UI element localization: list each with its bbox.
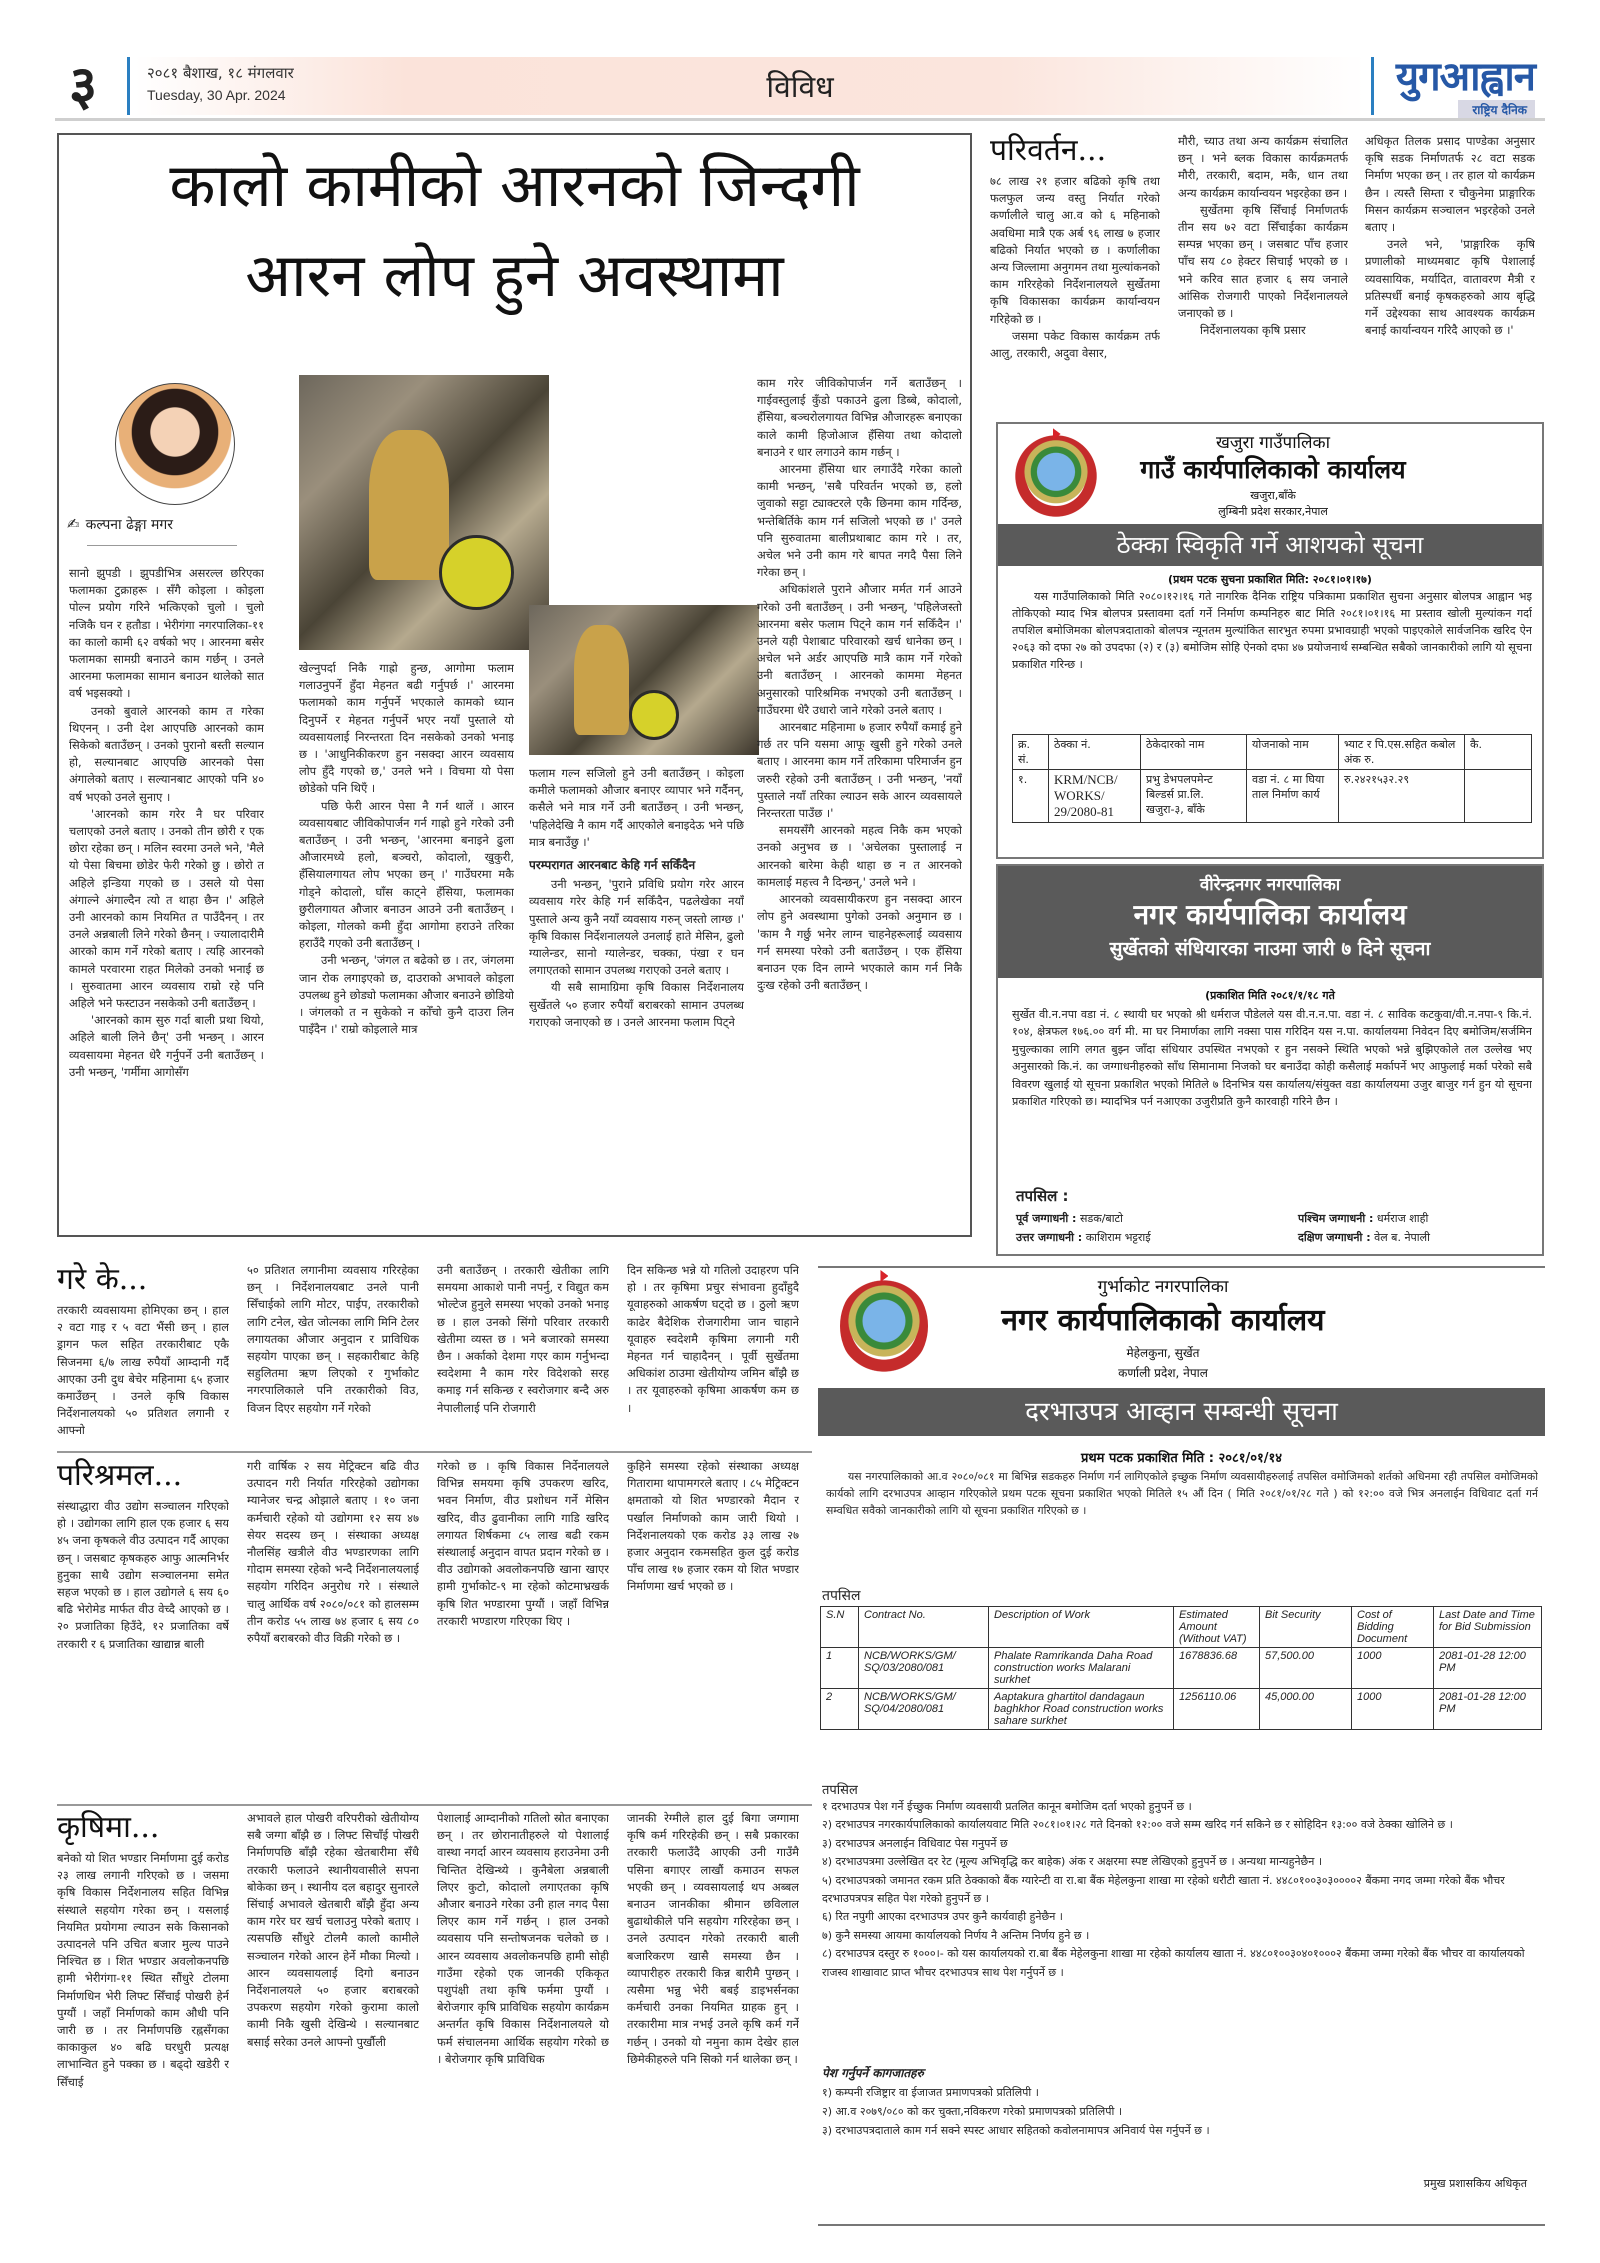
author-block [59,365,269,565]
condition-item: १ दरभाउपत्र पेश गर्ने ईच्छुक निर्माण व्यवसायी प्रतलित कानून बमोजिम दर्ता भएको हुनुपर्ने छ । [822,1800,1192,1813]
paragraph: उनी भन्छन्, 'पुराने प्रविधि प्रयोग गरेर आरन व्यवसाय गरेर केहि गर्न सकिँदैन, पढलेखेका नयाँ पुस्ताले अन्य कुनै नयाँ व्यवसाय गरुन् जस्तो लाग्छ ।' कृषि विकास निर्देशनालयले उनलाई हाते मेसिन, ढुलो ग्यालेन्डर, सानो ग्यालेन्डर, चक्का, पंखा र घन लगाएतको सामान उपलब्ध गराएको उनले बताए । [529,877,744,978]
notice-khajura [996,422,1544,859]
paragraph: आरनबाट महिनामा ७ हजार रुपैयाँ कमाई हुने गर्छ तर पनि यसमा आफू खुसी हुने गरेको उनले बताए । आरनमा काम गर्ने तरिकामा परिमार्जन हुन जरुरी रहेको उनी बताउँछन् । उनी भन्छन्, 'नयाँ पुस्ताले नयाँ तरिका ल्याउन सके आरन व्यवसायले निरन्तरता पाउँछ ।' [757,720,962,821]
continuation-column-3 [1365,133,1535,413]
paragraph: सुर्खेत वी.न.नपा वडा नं. ८ स्थायी घर भएको श्री धर्मराज पौडेलले यस वी.न.न.पा. वडा नं. ८ साविक कटकुवा/वी.न.नपा-९ कि.नं. १०४, क्षेत्रफल १७६.०० वर्ग मी. मा घर निमार्णका लागि नक्सा पास गरिदिन यस न.पा. कार्यालयमा निवेदन दिए बमोजिम/सर्जमिन मुचुल्काका लागि लगत बुझ्न जाँदा संधियार उपस्थित नभएको र हुन नसक्ने स्थिति भएको भन्ने बुझिएकोले तल उल्लेख भए अनुसारको कि.नं. का जग्गाधनीहरुको साँध सिमानामा निजको घर बनाउँदा कोही कसैलाई मर्कापर्ने भए आफुलाई मर्का परेको सबै विवरण खुलाई यो सूचना प्रकाशित भएको मितिले ७ दिनभित्र यस कार्यालय/संयुक्त वडा कार्यालयमा उजुर बाजुर गर्न हुन यो सूचना प्रकाशित गरिएको छ। म्यादभित्र पर्न नआएका उजुरीप्रति कुनै कारवाही गरिने छैन । [1012,1008,1532,1109]
masthead-divider [1371,57,1374,115]
condition-item: ७) कुनै समस्या आयमा कार्यालयको निर्णय नै अन्तिम निर्णय हुने छ । [822,1928,1090,1942]
continuation-title: कृषिमा... [57,1810,160,1845]
notice-title: सुर्खेतको संधियारका नाउमा जारी ७ दिने सूचना [1109,938,1431,960]
table-cell: 2 [821,1689,859,1730]
boundary-value: धर्मराज शाही [1376,1212,1429,1225]
notice-body [826,1468,1538,1538]
table-cell: रु.२४२१५३२.२९ [1339,770,1465,823]
paragraph: ७८ लाख २१ हजार बढिको कृषि तथा फलफुल जन्य वस्तु निर्यात गरेको कर्णालीले चालु आ.व को ६ महिनाको अवधिमा मात्रै एक अर्ब ९६ लाख ७ हजार बढिको निर्यात भएको छ । कर्णालीका अन्य जिल्लामा अनुगमन तथा मुल्यांकनको काम गरिरहेको निर्देशनालयले सुर्खेतमा कृषि विकासका कार्यक्रम कार्यान्वयन गरिहेको छ । [990,174,1160,326]
continuation-column-1 [57,1850,229,2230]
continuation-krishima [57,1810,812,2230]
notice-published-date: (प्रकाशित मिति २०८१/१/१८ गते [1205,989,1335,1002]
notice-municipality: वीरेन्द्रनगर नगरपालिका [1199,875,1341,895]
brand-tagline: राष्ट्रिय दैनिक [1458,100,1535,119]
continuation-column-1 [57,1498,229,1798]
document-item: १) कम्पनी रजिष्ट्रार वा ईजाजत प्रमाणपत्रको प्रतिलिपी । [822,2086,1039,2099]
paragraph: जानकी रेग्मीले हाल दुई बिगा जग्गामा कृषि कर्म गरिरहेकी छन् । सबै प्रकारका तरकारी फलाउँदै आएकी उनी गाउँमै पसिना बगाएर लाखौं कमाउन सफल भएकी छन् । व्यवसायलाई थप अब्बल बनाउन जानकीका श्रीमान छविलाल बुढाथोकीले पनि सहयोग गरिरहेका छन् । उनले उत्पादन गरेको तरकारी बाली बजारिकरण खासै समस्या छैन । व्यापारीहरु तरकारी किन्न बारीमै पुग्छन् । त्यसैमा भन्नु भेरी बबई डाइभर्सनका कर्मचारी उनका नियमित ग्राहक हुन् । तरकारीमा मात्र नभई उनले कृषि कर्म गर्ने गर्छन् । उनको यो नमुना काम देखेर हाल छिमेकीहरुले पनि सिको गर्न थालेका छन् । [627,1811,799,2066]
paragraph: निर्देशनालयका कृषि प्रसार [1200,323,1306,338]
notice-header-band [998,866,1542,978]
paragraph: गरेको छ । कृषि विकास निर्देनालयले विभिन्न समयमा कृषि उपकरण खरिद, भवन निर्माण, वीउ प्रशोधन गर्ने मेसिन खरिद, वीउ ढुवानीका लागि गाडि खरिद लगायत शिर्षकमा ८५ लाख बढी रकम संस्थालाई अनुदान वापत प्रदान गरेको छ । वीउ उद्योगको अवलोकनपछि खाना खाएर हामी गुर्भाकोट-९ मा रहेको कोटमाभ्रखर्क कृषि शित भण्डारमा पुग्यौं । जहाँ विभिन्न तरकारी भण्डारण गरिएका थिए । [437,1459,609,1628]
paragraph: खेल्नुपर्दा निकै गाह्रो हुन्छ, आगोमा फलाम गलाउनुपर्ने हुँदा मेहनत बढी गर्नुपर्छ ।' आरनमा फलामको काम गर्नुपर्ने भएकाले कामको ध्यान दिनुपर्ने र मेहनत गर्नुपर्ने भएर नयाँ पुस्ताले यो व्यवसायलाई निरन्तरता दिन नसकेको उनको भनाइ छ । 'आधुनिकीकरण हुन नसक्दा आरन व्यवसाय लोप हुँदै गएको छ,' उनले भने । विचमा यो पेसा छोडेको पनि थिएँ । [299,661,514,796]
notice-municipality: गुर्भाकोट नगरपालिका [1097,1277,1229,1297]
continuation-title: परिवर्तन... [990,133,1107,168]
table-header: कै. [1465,735,1532,770]
condition-item: ३) दरभाउपत्र अनलाईन विधिवाट पेस गनुपर्ने छ [822,1836,1008,1850]
table-cell: Aaptakura ghartitol dandagaun baghkhor Road construction works sahare surkhet [989,1689,1174,1730]
boundary-south [1298,1230,1538,1245]
table-cell: 45,000.00 [1260,1689,1352,1730]
notice-title: दरभाउपत्र आव्हान सम्बन्धी सूचना [818,1388,1545,1436]
table-header: Description of Work [989,1607,1174,1648]
headline-line-1: कालो कामीको आरनको जिन्दगी [169,151,860,221]
paragraph: फलाम गल्न सजिलो हुने उनी बताउँछन् । कोइला कमीले फलामको औजार बनाएर व्यापार भने गर्दैनन्, कसैले भने मात्र गर्ने उनी बताउँछन् । उनी भन्छन्, 'पहिलेदेखि नै काम गर्दै आएकोले बनाइदेऊ भने पछि मात्र बनाउँछु ।' [529,766,744,849]
contract-table [1012,734,1532,823]
table-header: योजनाको नाम [1247,735,1339,770]
notice-published-date: प्रथम पटक प्रकाशित मिति : २०८१/०१/१४ [1080,1451,1283,1466]
schedule-label: तपसिल [822,1588,861,1604]
table-header: भ्याट र पि.एस.सहित कबोल अंक रु. [1339,735,1465,770]
continuation-column-1 [57,1302,229,1447]
paragraph: पछि फेरी आरन पेसा नै गर्न थालें । आरन व्यवसायबाट जीविकोपार्जन गर्न गाह्रो हुने गरेको उनी बताउँछन् । उनी भन्छन्, 'आरनमा बनाइने ढुला औजारमध्ये हलो, बञ्चरो, कोदालो, खुकुरी, हँसियालगायत लोप भएका छन् ।' गाउँघरमा मकै गोड्ने कोदालो, घाँस काट्ने हँसिया, फलामका छुरीलगायत औजार बनाउन आउने उनी बताउँछन् । कोइला, गोलको कमी हुँदा आगोमा हराउने तरिका हराउँदै गएको उनी बताउँछन् । [299,798,514,951]
condition-item: ८) दरभाउपत्र दस्तुर रु १०००।- को यस कार्यालयको रा.बा बैंक मेहेलकुना शाखा मा रहेको कार्यालय खाता नं. ४४८०१००३०४०१०००२ बैंकमा जम्मा गरेको बैंक भौचर वा कार्यालयको राजस्व शाखावाट प्राप्त भौचर दरभाउपत्र साथ पेश गर्नुपर्ने छ । [822,1947,1525,1979]
conditions-label: तपसिल [822,1783,858,1798]
table-cell: NCB/WORKS/GM/ SQ/04/2080/081 [859,1689,989,1730]
table-cell: 2081-01-28 12:00 PM [1434,1689,1542,1730]
notice-province: कर्णाली प्रदेश, नेपाल [1118,1366,1208,1380]
article-column-4 [757,375,962,1230]
continuation-column-4 [627,1810,799,2230]
boundary-label: उत्तर जग्गाधनी : [1016,1231,1083,1244]
continuation-column-3 [437,1458,609,1798]
author-name: कल्पना ढेङ्गा मगर [85,517,173,533]
continuation-parishramal [57,1458,812,1798]
condition-item: २) दरभाउपत्र नगरकार्यपालिकाको कार्यालयवाट मिति २०८१।०१।२८ गते दिनको १२:०० वजे सम्म खरिद गर्न सकिने छ र सोहिदिन १३:०० वजे ठेक्का खोलिने छ । [822,1818,1453,1832]
document-item: ३) दरभाउपत्रदाताले काम गर्न सक्ने स्पस्ट आधार सहितको कवोलनामापत्र अनिवार्य पेस गर्नुपर्ने छ । [822,2124,1210,2137]
photo-subject [369,430,449,580]
table-header: Cost of Bidding Document [1352,1607,1434,1648]
date-english: Tuesday, 30 Apr. 2024 [147,87,286,103]
boundary-value: सडक/बाटो [1079,1212,1123,1225]
article-subheading: परम्परागत आरनबाट केहि गर्न सकिँदैन [529,858,696,873]
paragraph: गरी वार्षिक २ सय मेट्रिक्टन बढि वीउ उत्पादन गरी निर्यात गरिरहेको उद्योगका म्यानेजर चन्द्र ओझाले बताए । १० जना कर्मचारी रहेको यो उद्योगमा १२ सय ४७ सेयर सदस्य छन् । संस्थाका अध्यक्ष नौलसिंह खत्रीले वीउ भण्डारणका लागि गोदाम समस्या रहेको भन्दै निर्देशनालयलाई सहयोग गरिदिन अनुरोध गरे । संस्थाले चालु आर्थिक वर्ष २०८०/०८१ को हालसम्म तीन करोड ५५ लाख ७४ हजार ६ सय ८० रुपैयाँ बराबरको वीउ विक्री गरेको छ । [247,1459,419,1646]
table-header: Contract No. [859,1607,989,1648]
boundary-label: पश्चिम जग्गाधनी : [1298,1212,1374,1225]
notice-title: ठेक्का स्विकृति गर्ने आशयको सूचना [998,524,1542,566]
notice-municipality: खजुरा गाउँपालिका [1215,433,1331,453]
bid-table [820,1606,1542,1730]
paragraph: आरनमा हँसिया धार लगाउँदै गरेका कालो कामी भन्छन्, 'सबै परिवर्तन भएको छ, हलो जुवाको सट्टा ट्याक्टरले एकै छिनमा काम गर्दिन्छ, भन्तेबिर्तिके काम गर्न सजिलो भएको छ ।' उनले पनि सुरुवातमा बालीप्रथाबाट काम गरे । तर, अचेल भने उनी काम गरे बापत नगदै पैसा लिने गरेका छन् । [757,462,962,580]
notice-published-date: (प्रथम पटक सुचना प्रकाशित मिति: २०८१।०१।१७) [1168,573,1372,586]
notice-body [1012,588,1532,713]
table-cell [1465,770,1532,823]
paragraph: कुहिने समस्या रहेको संस्थाका अध्यक्ष गितारामा थापामगरले बताए । ८५ मेट्रिक्टन क्षमताको यो शित भण्डारको मैदान र पर्खाल निर्माणको काम जारी थियो । निर्देशनालयको एक करोड ३३ लाख २७ हजार अनुदान रकमसहित कुल दुई करोड पाँच लाख १७ हजार रकम यो शित भण्डार निर्माणमा खर्च भएको छ । [627,1459,799,1594]
photo-wheel [439,535,514,610]
paragraph: अधिकांशले पुराने औजार मर्मत गर्न आउने गरेको उनी बताउँछन् । उनी भन्छन्, 'पहिलेजस्तो आरनमा बसेर फलाम पिट्ने काम गर्न सकिँदैन ।' उनले यही पेशाबाट परिवारको खर्च धानेका छन् । अचेल भने अर्डर आएपछि मात्रै काम गर्ने गरेको उनी बताउँछन् । आरनको काममा मेहनत अनुसारको पारिश्रमिक नभएको उनी बताउँछन् । गाउँघरमा धेरै उधारो जाने गरेको उनले बताए । [757,582,962,717]
boundary-north [1016,1230,1266,1245]
brand-name: युगआह्वान [1395,54,1535,100]
table-row [1013,770,1532,823]
notice-office: नगर कार्यपालिकाको कार्यालय [1001,1303,1325,1338]
paragraph: जसमा पकेट विकास कार्यक्रम तर्फ आलु, तरकारी, अदुवा वेसार, [990,328,1160,361]
paragraph: उनले भने, 'प्राङ्गारिक कृषि प्रणालीको माध्यमबाट कृषि पेशालाई व्यवसायिक, मर्यादित, वातावरण मैत्री र प्रतिस्पर्धी बनाई कृषकहरुको आय बृद्धि गर्ने उद्देश्यका साथ आवश्यक कार्यक्रम बनाई कार्यान्वयन गरिदै आएको छ ।' [1365,237,1535,338]
boundary-west [1298,1211,1538,1226]
continuation-gare-ke [57,1262,812,1447]
table-header: Bit Security [1260,1607,1352,1648]
paragraph: समयसँगै आरनको महत्व निकै कम भएको उनको अनुभव छ । 'अचेलका पुस्तालाई न आरनको बारेमा केही थाहा छ न त आरनको कामलाई महत्त्व नै दिन्छन्,' उनले भने । [757,823,962,889]
table-cell: 1000 [1352,1689,1434,1730]
table-header: S.N [821,1607,859,1648]
paragraph: अधिकृत तिलक प्रसाद पाण्डेका अनुसार कृषि सडक निर्माणतर्फ २८ वटा सडक निर्माण भएका छन् । तर हाल यो कार्यक्रम छैन । त्यस्तै सिम्ता र चौकुनेमा प्राङ्गारिक मिसन कार्यक्रम सञ्चालन भइरहेको उनले बताए । [1365,134,1535,235]
table-cell: 2081-01-28 12:00 PM [1434,1648,1542,1689]
table-header: Last Date and Time for Bid Submission [1434,1607,1542,1648]
byline-rule [87,545,237,546]
table-cell: 1678836.68 [1174,1648,1260,1689]
section-divider [57,1804,812,1806]
paragraph: सुर्खेतमा कृषि सिँचाई निर्माणतर्फ तीन सय ७२ वटा सिँचाईका कार्यक्रम सम्पन्न भएका छन् । जसबाट पाँच हजार पाँच सय ८० हेक्टर सिचाई भएको छ । भने करिव सात हजार ६ सय जनाले आंसिक रोजगारी पाएको निर्देशनालयले जनाएको छ । [1178,202,1348,321]
continuation-column-4 [627,1262,799,1447]
table-header-row [1013,735,1532,770]
notice-province: लुम्बिनी प्रदेश सरकार,नेपाल [1218,505,1328,518]
boundary-value: काशिराम भट्टराई [1085,1231,1151,1244]
masthead-rule [55,118,1545,121]
continuation-column-1 [990,173,1160,413]
documents-list [822,2083,1538,2145]
page-number: ३ [69,53,98,117]
table-header: Estimated Amount (Without VAT) [1174,1607,1260,1648]
lead-article [57,133,972,1237]
article-headline [59,141,970,321]
table-cell: Phalate Ramrikanda Daha Road construction works Malarani surkhet [989,1648,1174,1689]
paragraph: सानो झुपडी । झुपडीभित्र असरल्ल छरिएका फलामका टुक्राहरू । सँगै कोइला । कोइला पोल्न प्रयोग गरिने भत्किएको चुलो । चुलो नजिकै घन र हतौडा । भेरीगंगा नगरपालिका-११ का कालो कामी ६२ वर्षको भए । आरनमा बसेर फलामका सामग्री बनाउने काम गर्छन् । उनले आरनमा फलामका सामान बनाउन थालेको सात वर्ष भइसक्यो । [69,566,264,701]
pen-icon: ✍ [67,515,80,533]
table-cell: प्रभु डेभपलपमेन्ट बिल्डर्स प्रा.लि. खजुरा-३, बाँके [1141,770,1247,823]
nepal-emblem-icon [1014,434,1098,518]
documents-label: पेश गर्नुपर्ने कागजातहरु [822,2066,924,2080]
continuation-column-2 [247,1458,419,1798]
paragraph: उनी भन्छन्, 'जंगल त बढेको छ । तर, जंगलमा जान रोक लगाइएको छ, दाउराको अभावले कोइला उपलब्ध हुने छोड्यो फलामका औजार बनाउने छोडियो । जंगलको त न सुकेको न कोँचो कुनै दाउरा लिन पाइँदैन ।' राम्रो कोइलाले मात्र [299,953,514,1037]
paragraph: यी सबै सामाग्रिमा कृषि विकास निर्देशनालय सुर्खेतले ५० हजार रुपैयाँ बराबरको सामान उपलब्ध गराएको जनाएको छ । उनले आरनमा फलाम पिट्ने [529,980,744,1029]
table-cell: 1 [821,1648,859,1689]
photo-wheel [629,690,679,740]
paragraph: आरनको व्यवसायीकरण हुन नसक्दा आरन लोप हुने अवस्थामा पुगेको उनको अनुमान छ । 'काम नै गर्छु भनेर लाग्न चाहनेहरूलाई व्यवसाय गर्न समस्या परेको उनी बताउँछन् । एक हँसिया बनाउन एक दिन लाग्ने भएकाले काम गर्न निकै दुःख रहेको उनी बताउँछन् । [757,892,962,993]
article-column-3 [529,765,744,1230]
boundary-label: पूर्व जग्गाधनी : [1016,1212,1077,1225]
notice-body [1012,1006,1532,1186]
table-header-row [821,1607,1542,1648]
paragraph: तरकारी व्यवसायमा होमिएका छन् । हाल २ वटा गाइ र ५ वटा भैंसी छन् । हाल ड्रागन फल सहित तरकारीबाट एकै सिजनमा ६/७ लाख रुपैयाँ आम्दानी गर्दै आएका उनी दुध बेचेर महिनामा ६५ हजार कमाउँछन् । उनले कृषि विकास निर्देशनालयको ५० प्रतिशत लगानी र आफ्नो [57,1303,229,1438]
boundary-east [1016,1211,1266,1226]
date-nepali: २०८१ बैशाख, १८ मंगलवार [147,64,294,82]
condition-item: ६) रित नपुगी आएका दरभाउपत्र उपर कुनै कार्यवाही हुनेछैन । [822,1910,1063,1924]
continuation-column-3 [437,1810,609,2230]
continuation-column-2 [1178,133,1348,413]
notice-birendranagar [996,864,1544,1256]
section-title: विविध [766,70,834,105]
paragraph: यस गाउँपालिकाको मिति २०८०।१२।१६ गते नागरिक दैनिक राष्ट्रिय पत्रिकामा प्रकाशित सुचना अनुसार बोलपत्र आह्वान भइ तोकिएको म्याद भित्र बोलपत्र प्रस्तावमा दर्ता गर्ने निर्माण कम्पनिहरु बाट मिति २०८१।०१।१६ मा प्रस्ताव खोली मुल्यांकन गर्दा तपशिल बमोजिमका बोलपत्रदाताको बोलपत्र न्यूनतम मुल्यांकित सारभुत रुपमा प्रभावग्राही भएको पाइएकोले सार्वजनिक खरिद ऐन २०६३ को दफा २७ को उपदफा (२) र (३) बमोजिम सोहि ऐनको दफा ४७ प्रयोजनार्थ सम्बन्धित सबैको जानकारीको लागि यो सूचना प्रकाशित गरिन्छ । [1012,590,1532,671]
paragraph: 'आरनको काम सुरु गर्दा बाली प्रथा थियो, अहिले बाली लिने छैन्' उनी भन्छन् । आरन व्यवसायमा मेहनत धेरै गर्नुपर्ने उनी बताउँछन् । उनी भन्छन्, 'गर्मीमा आगोसँग [69,1013,264,1079]
paragraph: अभावले हाल पोखरी वरिपरीको खेतीयोग्य सबै जग्गा बाँझै छ । लिफ्ट सिचाँई पोखरी निर्माणपछि बाँझै रहेका खेतबारीमा सँधै तरकारी फलाउने स्थानीयवासीले सपना बोकेका छन् । स्थानीय दल बहादुर सुनारले सिंचाई अभावले खेतबारी बाँझै हुँदा अन्य काम गरेर घर खर्च चलाउनु परेको बताए । त्यसपछि सौंधुरे टोलमै कालो कामीले सञ्चालन गरेको आरन हेर्ने मौका मिल्यो । आरन व्यवसायलाई दिगो बनाउन निर्देशनालयले ५० हजार बराबरको उपकरण सहयोग गरेको कुरामा कालो कामी निकै खुसी देखिन्थे । सल्यानबाट बसाई सरेका उनले आफ्नो पुर्खौली [247,1811,419,2049]
article-column-2 [299,660,514,1230]
author-byline [67,515,267,534]
table-header: ठेक्का नं. [1049,735,1141,770]
page-masthead [55,55,1545,117]
nepal-emblem-icon [840,1276,928,1376]
table-row [821,1689,1542,1730]
schedule-label: तपसिल : [1016,1187,1069,1205]
notice-gurbhakot [818,1266,1545,2226]
table-cell: वडा नं. ८ मा घिया ताल निर्माण कार्य [1247,770,1339,823]
paragraph: मौरी, च्याउ तथा अन्य कार्यक्रम संचालित छन् । भने ब्लक विकास कार्यक्रमतर्फ मौरी, तरकारी, बदाम, मकै, धान तथा अन्य कार्यक्रम कार्यान्वयन भइरहेका छन । [1178,134,1348,200]
notice-address: मेहेलकुना, सुर्खेत [1126,1346,1200,1360]
continuation-column-2 [247,1262,419,1447]
continuation-title: गरे के... [57,1262,148,1297]
paragraph: उनी बताउँछन् । तरकारी खेतीका लागि समयमा आकाशे पानी नपर्नु, र विद्युत कम भोल्टेज हुनुले समस्या भएको उनको भनाइ छ । हाल उनको सिंगो परिवार तरकारी खेतीमा व्यस्त छ । भने बजारको समस्या छैन । अर्काको देशमा गएर काम गर्नुभन्दा स्वदेशमा नै काम गरेर विदेशको सरह कमाइ गर्न सकिन्छ र स्वरोजगार बन्दै अरु नेपालीलाई पनि रोजगारी [437,1263,609,1415]
headline-line-2: आरन लोप हुने अवस्थामा [245,241,784,311]
paragraph: दिन सकिन्छ भन्ने यो गतिलो उदाहरण पनि हो । तर कृषिमा प्रचुर संभावना हुदाँहुदै यूवाहरुको आकर्षण घट्दो छ । ठुलो ऋण काढेर बैदेशिक रोजगारीमा जान चाहाने यूवाहरु स्वदेशमै कृषिमा लगानी गरी मेहनत गर्न चाहादैनन् । पूर्वी सुर्खेतमा अधिकांश ठाउमा खेतीयोग्य जमिन बाँझै छ । तर यूवाहरुको कृषिमा आकर्षण कम छ । [627,1263,799,1415]
continuation-column-2 [247,1810,419,2230]
continuation-parivartan [990,133,1545,418]
continuation-column-4 [627,1458,799,1798]
table-cell: KRM/NCB/ WORKS/ 29/2080-81 [1049,770,1141,823]
table-cell: NCB/WORKS/GM/ SQ/03/2080/081 [859,1648,989,1689]
paragraph: पेशालाई आम्दानीको गतिलो स्रोत बनाएका छन् । तर छोरानातीहरुले यो पेशालाई वास्था नगर्दा आरन व्यवसाय हराउनेमा उनी चिन्तित देखिन्थ्ये । कुनैबेला अन्नबाली लिएर कुटो, कोदालो लगाएतका कृषि औजार बनाउने गरेका उनी हाल नगद पैसा लिएर काम गर्ने गर्छन् । हाल उनको व्यवसाय पनि सन्तोषजनक चलेको छ । आरन व्यवसाय अवलोकनपछि हामी सोही गाउँमा रहेको एक जानकी एकिकृत पशुपंक्षी तथा कृषि फर्ममा पुग्यौं । बेरोजगार कृषि प्राविधिक सहयोग कार्यक्रम अन्तर्गत कृषि विकास निर्देशनालयले यो फर्म संचालनमा आर्थिक सहयोग गरेको छ । बेरोजगार कृषि प्राविधिक [437,1811,609,2066]
table-row [821,1648,1542,1689]
boundary-value: वेल ब. नेपाली [1374,1231,1430,1244]
continuation-title: परिश्रमल... [57,1458,183,1493]
newspaper-logo[interactable] [1396,55,1535,119]
table-header: ठेकेदारको नाम [1141,735,1247,770]
boundary-label: दक्षिण जग्गाधनी : [1298,1231,1371,1244]
document-item: २) आ.व २०७९/०८० को कर चुक्ता,नविकरण गरेको प्रमाणपत्रको प्रतिलिपी । [822,2105,1122,2118]
condition-item: ४) दरभाउपत्रमा उल्लेखित दर रेट (मूल्य अभिवृद्धि कर बाहेक) अंक र अक्षरमा स्पष्ट लेखिएको हुनुपर्ने छ । अन्यथा मान्यहुनेछैन । [822,1855,1323,1869]
table-header: क्र. सं. [1013,735,1049,770]
paragraph: काम गरेर जीविकोपार्जन गर्ने बताउँछन् । गाईवस्तुलाई कुँडो पकाउने ढुला डिब्बे, कोदालो, हँसिया, बञ्चरोलगायत विभिन्न औजारहरू बनाएका काले कामी हिजोआज हँसिया तथा कोदालो बनाउने र धार लगाउने काम गर्छन् । [757,376,962,459]
paragraph: उनको बुवाले आरनको काम त गरेका थिएनन् । उनी देश आएपछि आरनको काम सिकेको बताउँछन् । उनको पुरानो बस्ती सल्यान हो, सल्यानबाट आएपछि आरनको पेसा अंगालेको बताए । सल्यानबाट आएको पनि ४० वर्ष भएको उनले सुनाए । [69,703,264,804]
notice-office: नगर कार्यपालिका कार्यालय [1133,898,1407,931]
paragraph: 'आरनको काम गरेर नै घर परिवार चलाएको उनले बताए । उनको तीन छोरी र एक छोरा रहेका छन् । मलिन स्वरमा उनले भने, 'मैले यो पेसा बिचमा छोडेर फेरी गरेको छु । छोरो त अहिले इन्डिया गएको छ । उसले यो पेसा अंगाल्ने अंगाल्दैन त्यो त थाहा छैन ।' अहिले उनी आरनको काम नियमित त पाउँदैनन् । तर उनले अन्नबाली लिने गरेको छैनन् । ज्यालादारीमै आरको काम गर्ने गरेको बताए । त्यहि आरनको कामले परवारमा राहत मिलेको उनको भनाई छ । सुरुवातमा आरन व्यवसाय राम्रो रहे पनि अहिले भने फस्टाउन नसकेको उनी बताउँछन् । [69,806,264,1011]
photo-blacksmith-1[interactable] [299,375,549,650]
signatory: प्रमुख प्रशासकिय अधिकृत [1423,2177,1527,2190]
notice-office: गाउँ कार्यपालिकाको कार्यालय [1140,455,1406,484]
section-divider [57,1451,812,1453]
table-cell: 57,500.00 [1260,1648,1352,1689]
paragraph: बनेको यो शित भण्डार निर्माणमा दुई करोड २३ लाख लगानी गरिएको छ । जसमा कृषि विकास निर्देशनालय सहित विभिन्न संस्थाले सहयोग गरेका छन् । यसलाई नियमित प्रयोगमा ल्याउन सके किसानको उत्पादनले पनि उचित बजार मुल्य पाउने निश्चित छ । शित भण्डार अवलोकनपछि हामी भेरीगंगा-११ स्थित सौंधुरे टोलमा निर्माणधिन भेरी लिफ्ट सिँचाई पोखरी हेर्न पुग्यौं । जहाँ निर्माणको काम औधी पनि जारी छ । तर निर्माणपछि रह्नसँगका काकाकुल ४० बढि घरधुरी प्रत्यक्ष लाभान्वित हुने पक्का छ । बढ्दो खडेरी र सिँचाई [57,1851,229,2089]
paragraph: यस नगरपालिकाको आ.व २०८०/०८१ मा बिभिन्न सडकहरु निर्माण गर्न लागिएकोले इच्छुक निर्माण व्यवसायीहरुलाई तपसिल वमोजिमको शर्तको अधिनमा रही तपसिल वमोजिमको कार्यको लागि दरभाउपत्र आव्हान गरिएकोले प्रथम पटक सूचना प्रकाशित भएको मितिले १५ औं दिन ( मिति २०८१/०१/२८ गते ) को १२:०० वजे भित्र अनलाईन विधिवाट दर्ता गर्न सम्वधित सवैको जानकारीको लागि यो सूचना प्रकाशित गरिएको छ । [826,1470,1538,1517]
paragraph: ५० प्रतिशत लगानीमा व्यवसाय गरिरहेका छन् । निर्देशनालयबाट उनले पानी सिँचाईको लागि मोटर, पाईप, तरकारीको लागि टनेल, खेत जोत्नका लागि मिनि टेलर लगायतका औजार अनुदान र प्राविधिक सहयोग पाएका छन् । सहकारीबाट केहि सहुलितमा ऋण लिएको र गुर्भाकोट नगरपालिकाले पनि तरकारीको विउ, विजन दिएर सहयोग गर्ने गरेको [247,1263,419,1415]
notice-address: खजुरा,बाँके [1250,489,1296,502]
condition-item: ५) दरभाउपत्रको जमानत रकम प्रति ठेक्काको बैंक ग्यारेन्टी वा रा.बा बैंक मेहेलकुना शाखा मा रहेको धरौटी खाता नं. ४४८०१००३०३००००२ बैंकमा नगद जम्मा गरेको बैंक भौचर दरभाउपत्रपत्र सहित पेश गरेको हुनुपर्ने छ । [822,1873,1505,1906]
article-column-1 [69,565,264,1230]
photo-blacksmith-2[interactable] [529,605,759,755]
conditions-list [822,1798,1538,2063]
continuation-column-3 [437,1262,609,1447]
table-cell: 1256110.06 [1174,1689,1260,1730]
table-cell: १. [1013,770,1049,823]
table-cell: 1000 [1352,1648,1434,1689]
author-avatar [115,383,235,505]
paragraph: संस्थाद्धारा वीउ उद्योग सञ्चालन गरिएको हो । उद्योगका लागि हाल एक हजार ६ सय ४५ जना कृषकले वीउ उत्पादन गर्दै आएका छन् । जसबाट कृषकहरु आफु आत्मनिर्भर हुनुका साथै उद्योग सञ्चालनमा समेत सहज भएको छ । हाल उद्योगले ६ सय ६० बढि भेरोमेड मार्फत वीउ वेच्दै आएको छ । २० प्रजातिका हिउँदे, १२ प्रजातिका वर्षे तरकारी र ६ प्रजातिका खाद्यान्न बाली [57,1499,229,1651]
photo-subject [574,625,629,735]
